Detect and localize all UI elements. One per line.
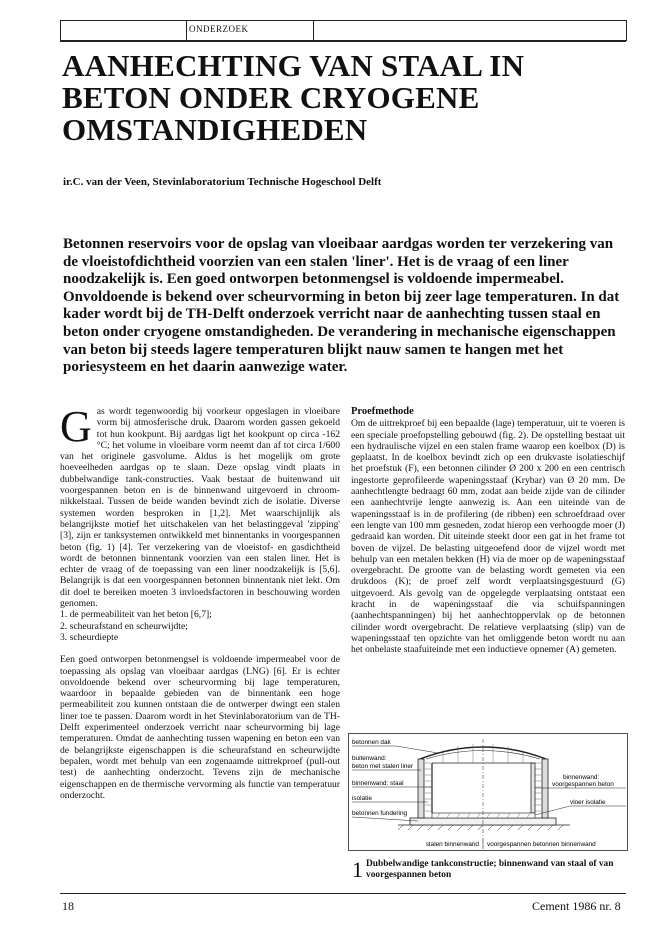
left-column	[60, 402, 340, 801]
inner-wall-concrete	[531, 763, 535, 813]
section-tag: ONDERZOEK	[189, 24, 249, 34]
figure-frame	[349, 734, 628, 851]
header-rule	[60, 40, 626, 42]
tank-diagram	[348, 733, 628, 851]
journal-issue: Cement 1986 nr. 8	[532, 899, 621, 913]
left-paragraph-2: Een goed ontworpen betonmengsel is voldoende impermeabel voor de toepassing als opslag van vloeibaar aardgas (LNG) [6]. Er is echter onvoldoende bekend over scheurvorming bij lage temperaturen, waardoor in bepaalde gebieden van de binnentank een hoge permeabiliteit zou kunnen ontstaan die de ontwerper dwingt een stalen liner toe te passen. Daarom wordt in het Stevinlaboratorium van de TH-Delft experimenteel onderzoek verricht naar scheurvorming bij lage temperaturen. Omdat de aanhechting tussen wapening en beton een van de belangrijkste eigenschappen is die scheurafstand en scheurwijdte bepalen, wordt met behulp van een zogenaamde uittrekproef (pull-out test) de aanhechting onderzocht. Tevens zijn de mechanische eigenschappen en de thermische vervorming als functie van temperatuur onderzocht.	[60, 654, 340, 801]
label-buitenwand: buitenwand:	[352, 755, 387, 762]
article-title: AANHECHTING VAN STAAL IN BETON ONDER CRYOGENE OMSTANDIGHEDEN	[62, 48, 525, 147]
figure-caption: Dubbelwandige tankconstructie; binnenwand van staal of van voorgespannen beton	[366, 859, 614, 880]
label-stalen-binnenwand: stalen binnenwand	[425, 841, 479, 848]
right-paragraph-1: Om de uittrekproef bij een bepaalde (lage) temperatuur, uit te voeren is een speciale proefopstelling gebouwd (fig. 2). De opstelling bestaat uit een hydraulische vijzel en een stalen frame waarop een koelbox (D) is geplaatst. In de koelbox bevindt zich op een drukvaste isolatieschijf het proefstuk (F), een betonnen cilinder Ø 200 x 200 en een centrisch ingestorte geprofileerde wapeningsstaaf (Krybar) van Ø 20 mm. De aanhechtlengte bedraagt 60 mm, zodat aan beide zijde van de cilinder een aanhechtvrije lengte aanwezig is. Aan een uiteinde van de wapeningsstaaf is in de profilering (de ribben) een schroefdraad over een lengte van 100 mm gesneden, zodat hierop een verhoogde moer (J) gedraaid kan worden. Dit uiteinde steekt door een gat in het frame tot boven de vijzel. De belasting uitgeoefend door de vijzel wordt met behulp van een metalen bekken (H) via de moer op de wapeningsstaaf overgebracht. De grootte van de belasting wordt gemeten via een drukdoos (K); de proef zelf wordt verplaatsingsgestuurd (G) uitgevoerd. Als gevolg van de opgelegde verplaatsing ontstaat een kracht in de wapeningsstaaf die via schuifspanningen (aanhechtspanningen) bij het aanhechtoppervlak op de betonnen cilinder wordt overgebracht. De relatieve verplaatsing (slip) van de wapeningsstaaf ten opzichte van het omliggende beton wordt nu aan het onbelaste staafuiteinde met een inductieve opnemer (A) gemeten.	[351, 418, 625, 656]
label-voorgespannen-binnenwand: voorgespannen betonnen binnenwand	[487, 841, 596, 848]
label-fundering: betonnen fundering	[352, 810, 408, 817]
footer-rule	[60, 893, 626, 894]
label-beton-liner: beton met stalen liner	[352, 763, 414, 770]
label-binnenwand-staal: binnenwand: staal	[352, 780, 404, 787]
label-voorgespannen-beton: voorgespannen beton	[552, 781, 614, 788]
article-intro: Betonnen reservoirs voor de opslag van vloeibaar aardgas worden ter verzekering van de vloeistofdichtheid voorzien van een stalen 'liner'. Het is de vraag of een liner noodzakelijk is. Een goed ontworpen betonmengsel is voldoende impermeabel. Onvoldoende is bekend over scheurvorming in beton bij zeer lage temperaturen. In dat kader wordt bij de TH-Delft onderzoek verricht naar de aanhechting tussen staal en beton onder cryogene omstandigheden. De verandering in mechanische eigenschappen van beton bij steeds lagere temperaturen blijkt nauw samen te hangen met het poriesysteem en het daarin aanwezige water.	[63, 236, 620, 376]
label-betonnen-dak: betonnen dak	[352, 739, 391, 746]
page-number: 18	[62, 899, 74, 913]
list-item: 3. scheurdiepte	[60, 631, 119, 643]
label-isolatie: isolatie	[352, 795, 372, 802]
list-item: 2. scheurafstand en scheurwijdte;	[60, 620, 188, 632]
article-byline: ir.C. van der Veen, Stevinlaboratorium Technische Hogeschool Delft	[63, 176, 382, 188]
outer-wall-right	[542, 759, 548, 818]
figure-number: 1	[352, 857, 363, 882]
header-box	[60, 20, 627, 41]
label-binnenwand-right: binnenwand:	[563, 774, 600, 781]
dropcap-letter: G	[60, 402, 92, 451]
outer-wall-left	[418, 759, 424, 818]
list-item: 1. de permeabiliteit van het beton [6,7];	[60, 609, 212, 621]
section-heading: Proefmethode	[351, 406, 414, 417]
label-vloer-isolatie: vloer isolatie	[570, 799, 606, 806]
right-column	[351, 406, 625, 656]
left-paragraph-1: as wordt tegenwoordig bij voorkeur opgeslagen in vloeibare vorm bij atmosferische druk. Daarom worden gassen gekoeld tot hun kookpunt. Bij aardgas ligt het kookpunt op circa -162 °C; het volume in vloeibare vorm neemt dan af tot circa 1/600 van het originele gasvolume. Aldus is het mogelijk om grote hoeveelheden aardgas op te slaan. Deze opslag vindt plaats in dubbelwandige tank-constructies. Vaak bestaat de buitenwand uit voorgespannen beton en is de binnenwand uitgevoerd in chroom-nikkelstaal. Tussen de beide wanden bevindt zich de isolatie. Diverse systemen worden besproken in [1,2]. Met waarschijnlijk als belangrijkste motief het uitschakelen van het belastinggeval 'zipping' [3], zijn er tanksystemen ontwikkeld met binnentanks in voorgespannen beton (fig. 1) [4]. Ter verzekering van de vloeistof- en gasdichtheid wordt de betonnen binnentank voorzien van een stalen liner. Het is echter de vraag of de toepassing van een liner noodzakelijk is [5,6]. Belangrijk is dat een voorgespannen betonnen binnentank niet lekt. Om dit doel te bereiken moeten 3 invloedsfactoren in beschouwing worden genomen.	[60, 406, 340, 610]
